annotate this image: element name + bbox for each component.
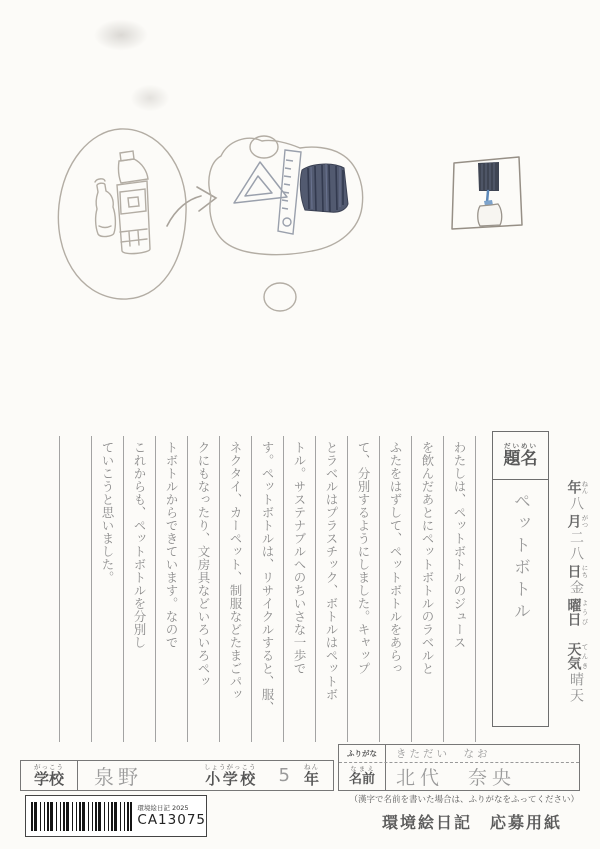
bottle-in-box-sketch (452, 157, 522, 229)
barcode-small-label: 環境絵日記 2025 (137, 803, 189, 812)
school-row (20, 760, 334, 791)
diary-text-grid (46, 436, 476, 742)
title-label: 題名だいめい (493, 432, 548, 480)
barcode-text (137, 804, 206, 829)
diary-column: ネクタイ、カーペット、制服などたまごパッ (219, 436, 251, 742)
barcode-icon (31, 802, 132, 831)
diary-column (59, 436, 91, 742)
weather-value: 晴天 (568, 672, 584, 704)
school-name-value: 泉野 (94, 765, 142, 789)
grade-year-label: 年ねん (303, 762, 319, 788)
child-drawing (0, 0, 600, 420)
furigana-row (339, 745, 579, 763)
weather-label: 天気 てんき (565, 642, 589, 670)
arrow-sketch (167, 187, 216, 226)
diary-column: トボトルからできています。なので (155, 436, 187, 742)
diary-column: を飲んだあとにペットボトルのラベルと (411, 436, 443, 742)
diary-column: す。ペットボトルは、リサイクルすると、服、 (251, 436, 283, 742)
weekday-value: 金 (568, 580, 584, 596)
furigana-label: ふりがな (339, 745, 386, 762)
diary-column: クにもなったり、文房具などいろいろペッ (187, 436, 219, 742)
elementary-label: 小学校しょうがっこう (204, 762, 257, 788)
diary-column: これからも、ペットボトルを分別し (123, 436, 155, 742)
diary-column: とラベルはプラスチック、ボトルはペットボ (315, 436, 347, 742)
school-label: 学校がっこう (21, 761, 78, 790)
diary-column: て、分別するようにしました。キャップ (347, 436, 379, 742)
grade-value: 5 (278, 765, 290, 786)
weekday-label: 曜日 ようび (565, 598, 589, 626)
form-title: 環境絵日記 応募用紙 (381, 813, 562, 832)
title-value: ペットボトル (510, 492, 530, 624)
ruler-sketch (278, 150, 301, 234)
diary-column: ていこうと思いました。 (91, 436, 123, 742)
day-label: 日 にち (565, 564, 589, 578)
diary-column: トル。サステナブルへのちいさな一歩で (283, 436, 315, 742)
barcode-code: CA13075 (137, 811, 206, 828)
name-value: 北代 奈央 (396, 767, 517, 789)
diary-column: わたしは、ペットボトルのジュース (443, 436, 475, 742)
pet-bottles-oval-sketch (58, 129, 186, 299)
date-weather-column (556, 480, 596, 704)
day-value: 二八 (568, 530, 584, 562)
title-box (492, 431, 549, 727)
set-square-sketch (234, 162, 287, 203)
month-value: 八 (568, 496, 584, 512)
diary-column: ふたをはずして、ペットボトルをあらっ (379, 436, 411, 742)
furigana-value: きただい なお (396, 748, 491, 760)
recycled-items-bubble-sketch (209, 136, 363, 311)
name-row (339, 763, 579, 790)
year-label: 年 ねん (565, 480, 589, 494)
month-label: 月 がつ (565, 514, 589, 528)
kanji-furigana-note: （漢字で名前を書いた場合は、ふりがなをふってください） (349, 795, 579, 805)
name-label: 名前なまえ (339, 763, 386, 790)
barcode-sticker (25, 795, 207, 837)
cloth-sketch (300, 164, 348, 212)
name-box (338, 744, 580, 791)
